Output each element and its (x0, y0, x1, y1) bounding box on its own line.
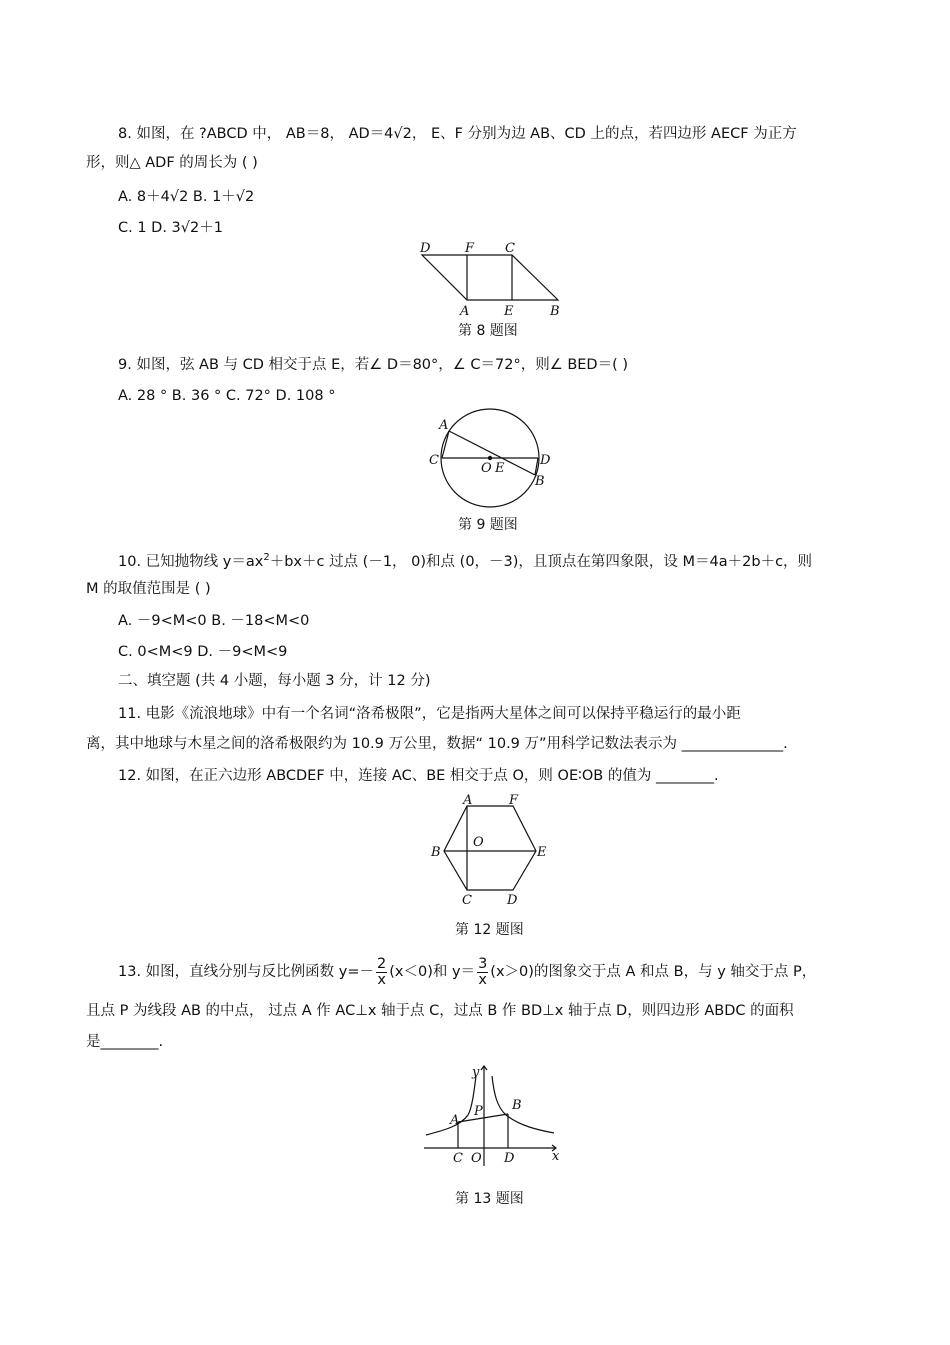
label-o: O (481, 461, 492, 476)
label-c: C (505, 241, 515, 256)
q12-stem: 12. 如图，在正六边形 ABCDEF 中，连接 AC、BE 相交于点 O，则 OE∶OB 的值为 ________. (118, 768, 719, 784)
hyperbola-right-branch (492, 1076, 554, 1133)
q8-stem-line1: 8. 如图，在 ?ABCD 中， AB＝8， AD＝4√2， E、F 分别为边 AB、CD 上的点，若四边形 AECF 为正方 (118, 126, 797, 142)
q8-figure-parallelogram (410, 238, 570, 320)
label-e: E (495, 461, 505, 476)
fraction-numerator: 3 (478, 955, 488, 972)
label-d: D (420, 241, 431, 256)
q11-stem-line1: 11. 电影《流浪地球》中有一个名词“洛希极限”，它是指两大星体之间可以保持平稳运行的最小距 (118, 706, 741, 722)
q10-stem-part1: 10. 已知抛物线 y＝ax (118, 553, 264, 570)
label-b: B (550, 304, 560, 319)
q13-stem-line2: 且点 P 为线段 AB 的中点， 过点 A 作 AC⊥x 轴于点 C，过点 B 作 BD⊥x 轴于点 D，则四边形 ABDC 的面积 (86, 1003, 794, 1019)
q12-figure-hexagon (425, 794, 555, 909)
center-point (488, 456, 491, 459)
label-b: B (431, 845, 441, 860)
label-a: A (450, 1113, 460, 1128)
q13-stem-line1 (118, 955, 816, 989)
label-b: B (512, 1098, 522, 1113)
label-d: D (540, 453, 551, 468)
hexagon-abcdef (444, 806, 536, 890)
label-o: O (471, 1151, 482, 1166)
section-heading-fill-in: 二、填空题 (共 4 小题，每小题 3 分，计 12 分) (118, 673, 431, 689)
q9-figure-circle (425, 405, 560, 515)
q10-exponent: 2 (263, 552, 270, 563)
q9-stem: 9. 如图，弦 AB 与 CD 相交于点 E，若∠ D＝80°，∠ C＝72°，则∠ BED＝( ) (118, 357, 629, 373)
q8-options-ab: A. 8＋4√2 B. 1＋√2 (118, 189, 255, 205)
label-e: E (537, 845, 547, 860)
label-f: F (509, 794, 519, 808)
chord-ab (449, 431, 535, 475)
q8-figure-caption: 第 8 题图 (458, 323, 518, 339)
label-a: A (460, 304, 470, 319)
label-y: y (472, 1065, 480, 1080)
parallelogram-abcd (422, 255, 558, 300)
q13-stem-part3: (x＞0)的图象交于点 A 和点 B，与 y 轴交于点 P， (490, 964, 817, 980)
label-c: C (462, 893, 472, 908)
label-a: A (463, 794, 473, 808)
label-d: D (507, 893, 518, 908)
fraction-3-over-x (477, 957, 488, 988)
fraction-numerator: 2 (377, 955, 387, 972)
fraction-2-over-x (376, 957, 387, 988)
q12-figure-caption: 第 12 题图 (455, 922, 524, 938)
q13-figure-caption: 第 13 题图 (455, 1191, 524, 1207)
q8-stem-line2: 形，则△ ADF 的周长为 ( ) (86, 155, 258, 171)
label-p: P (474, 1104, 483, 1119)
q13-stem-line3: 是________. (86, 1034, 164, 1050)
q13-figure-graph (420, 1062, 570, 1170)
q10-options-ab: A. －9<M<0 B. －18<M<0 (118, 613, 310, 629)
label-a: A (439, 418, 449, 433)
label-e: E (504, 304, 514, 319)
q11-stem-line2: 离，其中地球与木星之间的洛希极限约为 10.9 万公里，数据“ 10.9 万”用科学记数法表示为 ______________. (86, 736, 788, 752)
label-f: F (465, 241, 475, 256)
q8-options-cd: C. 1 D. 3√2＋1 (118, 220, 223, 236)
q9-figure-caption: 第 9 题图 (458, 517, 518, 533)
label-x: x (552, 1149, 560, 1164)
fraction-denominator: x (377, 971, 386, 988)
label-b: B (535, 474, 545, 489)
q10-stem-line1 (118, 548, 812, 572)
q10-stem-line2: M 的取值范围是 ( ) (86, 581, 211, 597)
q10-stem-part2: ＋bx＋c 过点 (－1， 0)和点 (0，－3)，且顶点在第四象限，设 M＝4a＋2b＋c，则 (269, 553, 813, 570)
label-o: O (473, 835, 484, 850)
q13-stem-part1: 13. 如图，直线分别与反比例函数 y=－ (118, 964, 375, 980)
label-c: C (453, 1151, 463, 1166)
label-d: D (504, 1151, 515, 1166)
label-c: C (429, 453, 439, 468)
q13-stem-part2: (x＜0)和 y＝ (389, 964, 476, 980)
q9-options: A. 28 ° B. 36 ° C. 72° D. 108 ° (118, 388, 336, 404)
q10-options-cd: C. 0<M<9 D. －9<M<9 (118, 644, 288, 660)
fraction-denominator: x (478, 971, 487, 988)
